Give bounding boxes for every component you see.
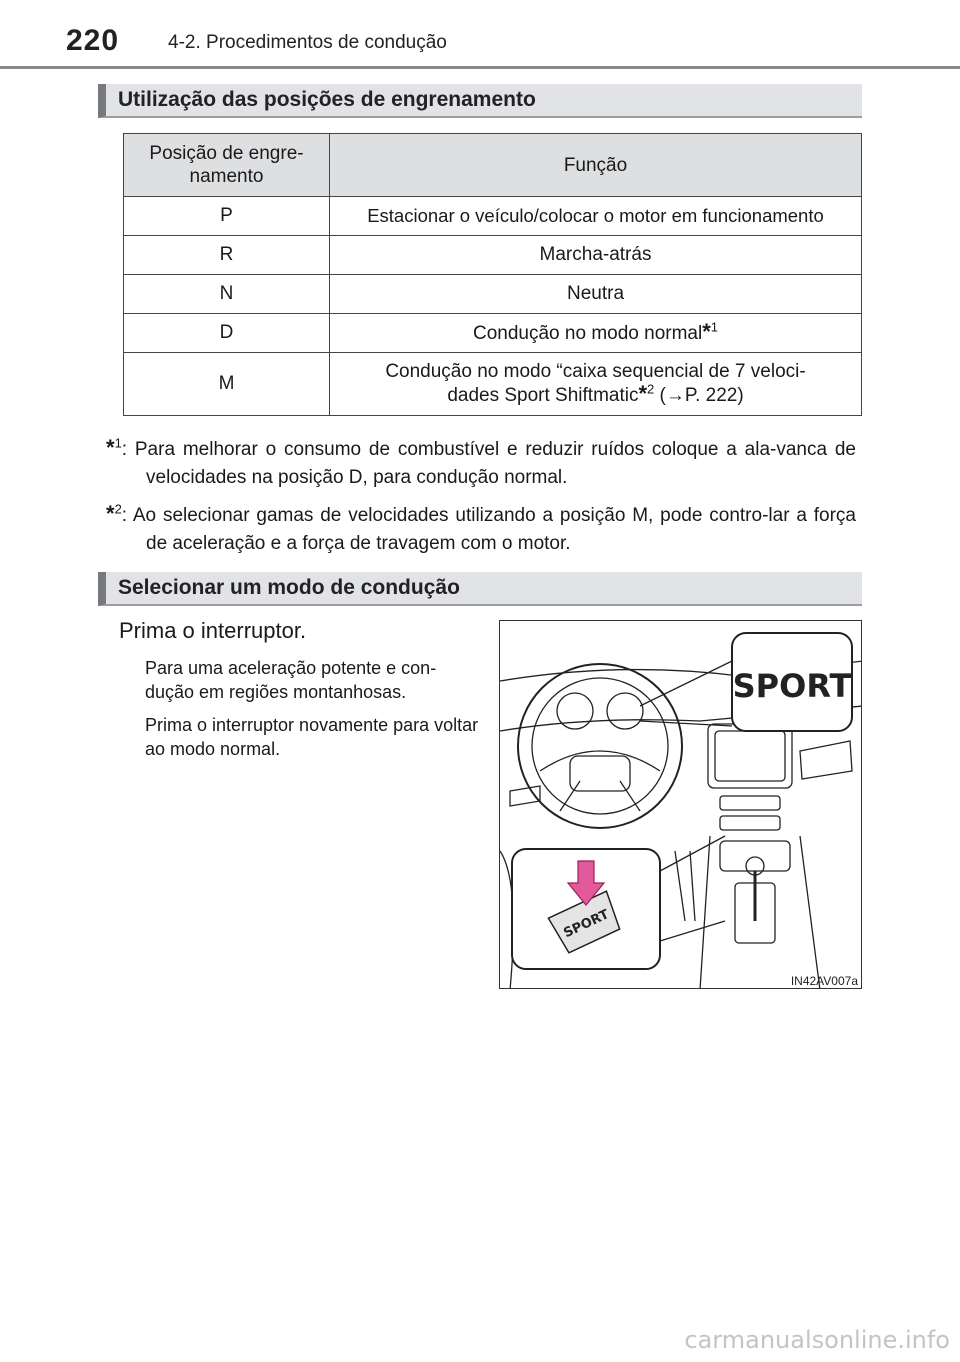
switch-label: SPORT [561, 907, 612, 942]
function-text-line2 [334, 383, 857, 407]
footnote-number: 1 [114, 435, 122, 451]
table-row [124, 353, 862, 416]
dashboard-illustration [500, 621, 862, 989]
instruction-detail: Para uma aceleração potente e con-dução em regiões montanhosas. [145, 658, 437, 702]
cell-function: Estacionar o veículo/colocar o motor em funcionamento [330, 197, 862, 236]
footnote-mark: * [638, 381, 648, 406]
section-heading-gear-positions [98, 84, 862, 118]
cell-position: R [124, 236, 330, 275]
page-number: 220 [66, 24, 120, 57]
instruction-detail: Prima o interruptor novamente para voltar ao modo normal. [145, 715, 479, 759]
table-row [124, 275, 862, 314]
table-row [124, 197, 862, 236]
function-text: dades Sport Shiftmatic [447, 385, 639, 406]
cell-function: Neutra [330, 275, 862, 314]
footnote-mark: * [702, 319, 711, 344]
footnote-1 [106, 434, 856, 492]
cell-function: Marcha-atrás [330, 236, 862, 275]
section-title: Utilização das posições de engrenamento [118, 88, 536, 111]
footnote-2 [106, 500, 856, 558]
section-heading-drive-mode [98, 572, 862, 606]
cell-position: N [124, 275, 330, 314]
section-path: 4-2. Procedimentos de condução [168, 32, 447, 53]
footnote-number: 1 [710, 319, 718, 335]
header-rule [0, 66, 960, 69]
footnote-text: : Para melhorar o consumo de combustível e reduzir ruídos coloque a ala-vanca de velocidades na posição D, para condução normal. [121, 439, 856, 488]
watermark: carmanualsonline.info [684, 1326, 950, 1354]
footnote-number: 2 [647, 381, 655, 397]
cell-position: P [124, 197, 330, 236]
gear-position-table [123, 133, 862, 416]
table-row [124, 236, 862, 275]
cell-function [330, 353, 862, 416]
sport-switch-figure [499, 620, 862, 989]
cell-function [330, 314, 862, 353]
footnote-mark: * [106, 435, 115, 460]
page-reference: (→P. 222) [654, 385, 744, 406]
column-header-position: Posição de engre- namento [124, 134, 330, 197]
cell-position: M [124, 353, 330, 416]
figure-code: IN42AV007a [790, 974, 858, 988]
sport-label: SPORT [732, 667, 852, 705]
function-text-line1: Condução no modo “caixa sequencial de 7 veloci- [385, 361, 806, 382]
footnote-mark: * [106, 501, 115, 526]
footnote-number: 2 [114, 501, 122, 517]
cell-position: D [124, 314, 330, 353]
instruction-text: Prima o interruptor. [119, 618, 307, 643]
footnote-text: : Ao selecionar gamas de velocidades utilizando a posição M, pode contro-lar a força de aceleração e a força de travagem com o motor. [121, 505, 856, 554]
table-header-row [124, 134, 862, 197]
column-header-function: Função [330, 134, 862, 197]
function-text: Condução no modo normal [473, 323, 703, 344]
page-header [0, 0, 960, 70]
section-title: Selecionar um modo de condução [118, 576, 460, 599]
table-row [124, 314, 862, 353]
